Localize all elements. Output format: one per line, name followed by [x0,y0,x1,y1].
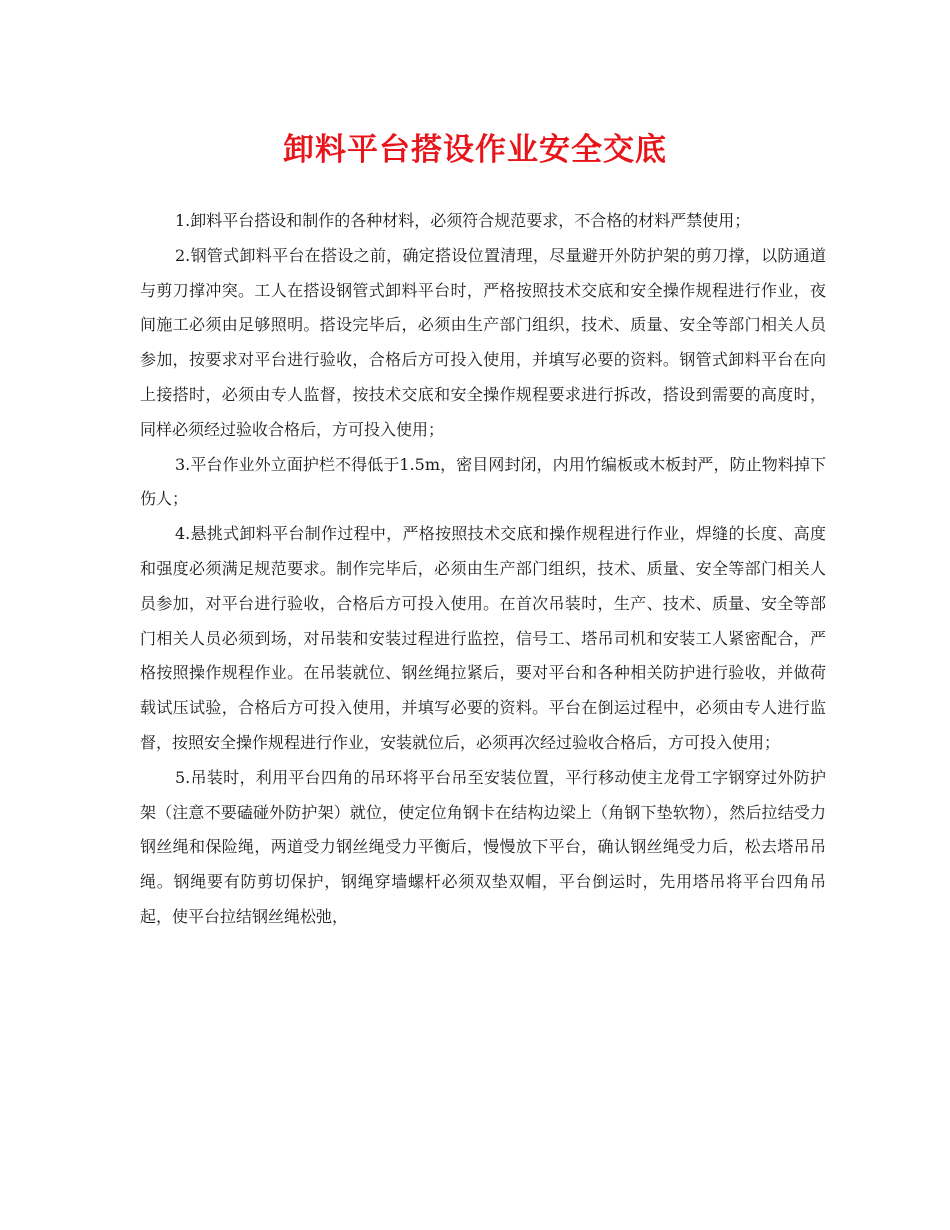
paragraph-5: 5.吊装时，利用平台四角的吊环将平台吊至安装位置，平行移动使主龙骨工字钢穿过外防护架（注意不要磕碰外防护架）就位，使定位角钢卡在结构边梁上（角钢下垫软物），然后拉结受力钢丝绳和保险绳，两道受力钢丝绳受力平衡后，慢慢放下平台，确认钢丝绳受力后，松去塔吊吊绳。钢绳要有防剪切保护，钢绳穿墙螺杆必须双垫双帽，平台倒运时，先用塔吊将平台四角吊起，使平台拉结钢丝绳松弛， [140,767,826,926]
paragraph-4: 4.悬挑式卸料平台制作过程中，严格按照技术交底和操作规程进行作业，焊缝的长度、高度和强度必须满足规范要求。制作完毕后，必须由生产部门组织，技术、质量、安全等部门相关人员参加，对平台进行验收，合格后方可投入使用。在首次吊装时，生产、技术、质量、安全等部门相关人员必须到场，对吊装和安装过程进行监控，信号工、塔吊司机和安装工人紧密配合，严格按照操作规程作业。在吊装就位、钢丝绳拉紧后，要对平台和各种相关防护进行验收，并做荷载试压试验，合格后方可投入使用，并填写必要的资料。平台在倒运过程中，必须由专人进行监督，按照安全操作规程进行作业，安装就位后，必须再次经过验收合格后，方可投入使用； [140,524,826,752]
paragraph-3: 3.平台作业外立面护栏不得低于1.5m，密目网封闭，内用竹编板或木板封严，防止物料掉下伤人； [140,454,826,509]
paragraph-1: 1.卸料平台搭设和制作的各种材料，必须符合规范要求，不合格的材料严禁使用； [175,211,751,230]
paragraph-2: 2.钢管式卸料平台在搭设之前，确定搭设位置清理，尽量避开外防护架的剪刀撑，以防通道与剪刀撑冲突。工人在搭设钢管式卸料平台时，严格按照技术交底和安全操作规程进行作业，夜间施工必须由足够照明。搭设完毕后，必须由生产部门组织，技术、质量、安全等部门相关人员参加，按要求对平台进行验收，合格后方可投入使用，并填写必要的资料。钢管式卸料平台在向上接搭时，必须由专人监督，按技术交底和安全操作规程要求进行拆改，搭设到需要的高度时，同样必须经过验收合格后，方可投入使用； [140,245,826,439]
document-body [140,204,826,935]
document-title: 卸料平台搭设作业安全交底 [283,132,667,168]
